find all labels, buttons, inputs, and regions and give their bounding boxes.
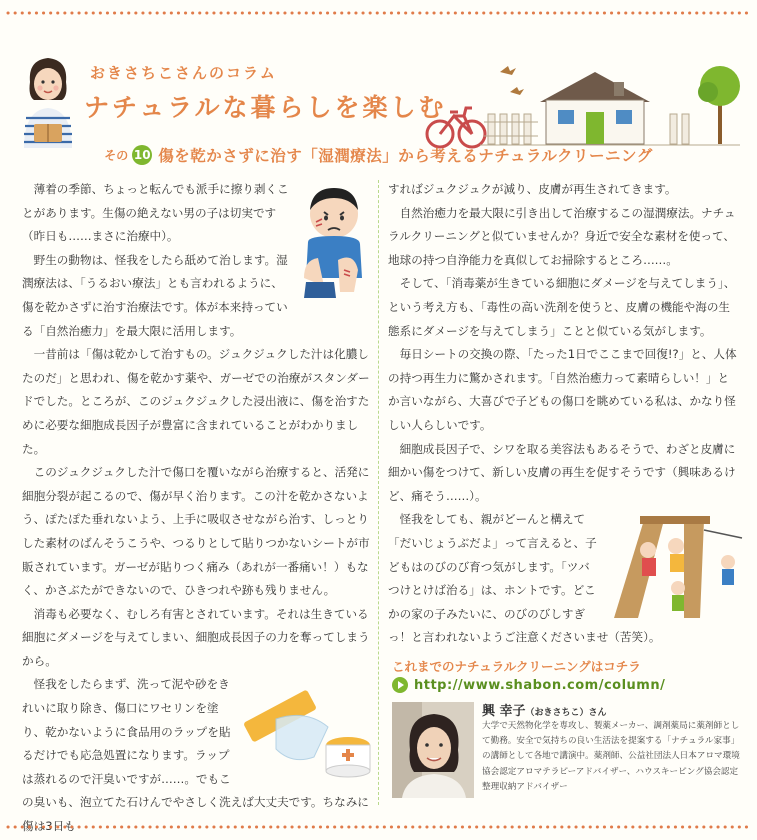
column-divider <box>378 180 379 805</box>
author-name-text: 興 幸子 <box>482 704 526 719</box>
right-paragraph-4: 毎日シートの交換の際、「たった1日でここまで回復!?」と、人体の持つ再生力に驚かされます。「自然治癒力って素晴らしい！」とか言いながら、大喜びで子どもの傷口を眺めている私は、かなり怪しい人らしいです。 <box>388 347 737 432</box>
right-paragraph-3: そして、「消毒薬が生きている細胞にダメージを与えてしまう」、という考え方も、「毒性の高い洗剤を使うと、皮膚の機能や海の生態系にダメージを与えてしまう」ことと似ている気がします。 <box>388 276 736 338</box>
left-paragraph-3: 一昔前は「傷は乾かして治すもの。ジュクジュクした汁は化膿したのだ」と思われ、傷を乾かす薬や、ガーゼでの治療がスタンダードでした。ところが、このジュクジュクした浸出液に、傷を治すために必要な細胞成長因子が豊富に含まれていることがわかりました。 <box>22 347 370 456</box>
author-illustration-icon <box>16 52 80 152</box>
archive-link-heading: これまでのナチュラルクリーニングはコチラ <box>392 659 641 674</box>
author-bio: 大学で天然物化学を専攻し、製薬メーカー、調剤薬局に薬剤師として勤務。安全で気持ちの良い生活法を提案する「ナチュラル家事」の講師として各地で講演中。薬剤師、公益社団法人日本アロマ環境協会認定アロマテラピーアドバイザー、ハウスキーピング協会認定整理収納アドバイザー <box>482 721 740 792</box>
article-subheading <box>0 144 757 170</box>
column-header <box>0 18 757 138</box>
right-paragraph-5: 細胞成長因子で、シワを取る美容法もあるそうで、わざと皮膚に細かい傷をつけて、新しい皮膚の再生を促すそうです（興味あるけど、痛そう……）。 <box>388 441 736 503</box>
archive-link-url[interactable]: http://www.shabon.com/column/ <box>414 677 666 693</box>
subheading-text: 傷を乾かさずに治す「湿潤療法」から考えるナチュラルクリーニング <box>158 147 653 165</box>
left-paragraph-2: 野生の動物は、怪我をしたら舐めて治します。湿潤療法は、「うるおい療法」とも言われるように、傷を乾かさずに治す治療法です。体が本来持っている「自然治癒力」を最大限に活用します。 <box>22 252 288 338</box>
scenery-illustration-icon <box>420 42 750 152</box>
playground-children-illustration-icon <box>604 510 744 620</box>
author-name <box>482 700 607 719</box>
left-paragraph-4: このジュクジュクした汁で傷口を覆いながら治療すると、活発に細胞分裂が起こるので、傷が早く治ります。この汁を乾かさないよう、ぽたぽた垂れないよう、上手に吸収させながら治す、しっとりした素材のばんそうこうや、つるりとして貼りつかないシートが市販されています。ガーゼが貼りつく痛み（あれが一番痛い！）もなく、かさぶたができないので、ひきつれや跡も残りません。 <box>22 465 370 598</box>
author-name-kana: （おきさちこ）さん <box>525 708 607 718</box>
right-paragraph-6: 怪我をしても、親がどーんと構えて「だいじょうぶだよ」って言えると、子どもはのびのび育つ気がします。「ツバつけとけば治る」は、ホントです。どこかの家の子みたいに、のびのびしすぎっ！と言われないようご注意くださいませ（苦笑）。 <box>388 512 661 645</box>
left-paragraph-5: 消毒も必要なく、むしろ有害とされています。それは生きている細胞にダメージを与えてしまい、細胞成長因子の力を奪ってしまうから。 <box>22 606 370 668</box>
left-paragraph-1: 薄着の季節、ちょっと転んでも派手に擦り剥くことがあります。生傷の絶えない男の子は切実です（昨日も……まさに治療中）。 <box>22 182 289 244</box>
right-paragraph-1: すればジュクジュクが減り、皮膚が再生されてきます。 <box>388 182 677 196</box>
play-arrow-icon <box>392 677 408 693</box>
right-column <box>388 178 738 650</box>
column-title: ナチュラルな暮らしを楽しむ <box>84 93 447 122</box>
top-dotted-border <box>6 8 751 18</box>
column-name: おきさちこさんのコラム <box>90 64 277 82</box>
right-paragraph-2: 自然治癒力を最大限に引き出して治療するこの湿潤療法。ナチュラルクリーニングと似ていませんか？身近で安全な素材を使って、地球の持つ自浄能力を真似してお掃除するところ……。 <box>388 205 736 267</box>
subheading-prefix: その <box>104 148 129 163</box>
bottom-dotted-border <box>6 822 751 832</box>
injured-boy-illustration-icon <box>294 182 372 302</box>
archive-link[interactable] <box>392 677 665 693</box>
wrap-and-ointment-illustration-icon <box>236 679 376 779</box>
issue-number-badge: 10 <box>132 145 152 165</box>
left-paragraph-6: 怪我をしたらまず、洗って泥や砂をきれいに取り除き、傷口にワセリンを塗り、乾かないように食品用のラップを貼るだけでも応急処置になります。ラップは蒸れるので汗臭いですが……。でもこの臭いも、泡立てた石けんでやさしく洗えば大丈夫です。ちなみに傷は3日も <box>22 677 369 834</box>
left-column <box>22 178 372 839</box>
author-photo <box>392 702 474 798</box>
